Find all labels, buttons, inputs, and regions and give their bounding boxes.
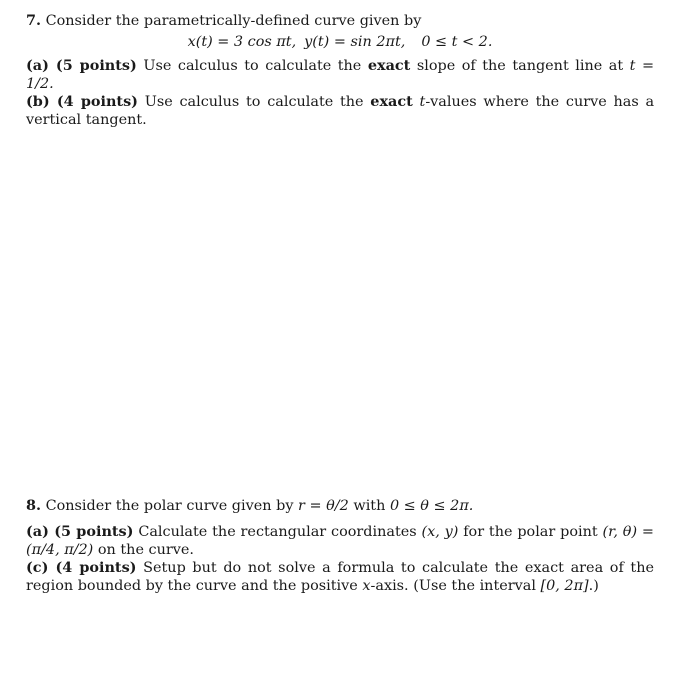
math-variable: x xyxy=(362,578,371,594)
part-text: for the polar point xyxy=(463,524,598,540)
problem-8-intro-line xyxy=(26,497,654,515)
problem-number: 7. xyxy=(26,12,42,29)
problem-7 xyxy=(26,12,654,129)
part-text: -axis. (Use the interval xyxy=(370,578,536,594)
part-label: (a) (5 points) xyxy=(26,523,134,540)
parametric-equation xyxy=(26,33,654,51)
problem-8-part-c xyxy=(26,559,654,595)
problem-intro: with xyxy=(353,498,386,514)
y-definition: y(t) = sin 2πt, xyxy=(304,34,406,50)
x-definition: x(t) = 3 cos πt, xyxy=(187,34,297,50)
part-text: .) xyxy=(588,578,599,594)
part-text: Use calculus to calculate the xyxy=(143,58,362,74)
problem-number: 8. xyxy=(26,497,42,514)
t-domain: 0 ≤ t < 2. xyxy=(421,34,493,50)
part-text: -values where the curve has a vertical tangent. xyxy=(26,94,655,128)
problem-intro: Consider the parametrically-defined curve given by xyxy=(45,13,422,29)
part-label: (b) (4 points) xyxy=(26,93,138,110)
math-expression: [0, 2π] xyxy=(540,578,589,594)
problem-8 xyxy=(26,497,654,595)
emphasized-word: exact xyxy=(367,57,411,74)
math-expression: r = θ/2 xyxy=(298,498,349,514)
part-label: (c) (4 points) xyxy=(26,559,137,576)
part-text: Use calculus to calculate the xyxy=(144,94,364,110)
problem-8-part-a xyxy=(26,523,654,559)
math-expression: t = 1/2. xyxy=(26,58,654,92)
part-label: (a) (5 points) xyxy=(26,57,137,74)
math-expression: (r, θ) = (π/4, π/2) xyxy=(26,524,654,558)
part-text: slope of the tangent line at xyxy=(416,58,624,74)
problem-intro: Consider the polar curve given by xyxy=(45,498,294,514)
math-expression: 0 ≤ θ ≤ 2π. xyxy=(389,498,474,514)
part-text: Setup but do not solve a formula to calculate the exact area of the region bounded by the curve and the positive xyxy=(26,560,654,594)
problem-7-part-b xyxy=(26,93,654,129)
part-text: on the curve. xyxy=(97,542,194,558)
problem-7-intro-line xyxy=(26,12,654,30)
problem-7-part-a xyxy=(26,57,654,93)
emphasized-word: exact xyxy=(370,93,413,110)
math-expression: (x, y) xyxy=(421,524,459,540)
math-variable: t xyxy=(419,94,426,110)
part-text: Calculate the rectangular coordinates xyxy=(138,524,417,540)
